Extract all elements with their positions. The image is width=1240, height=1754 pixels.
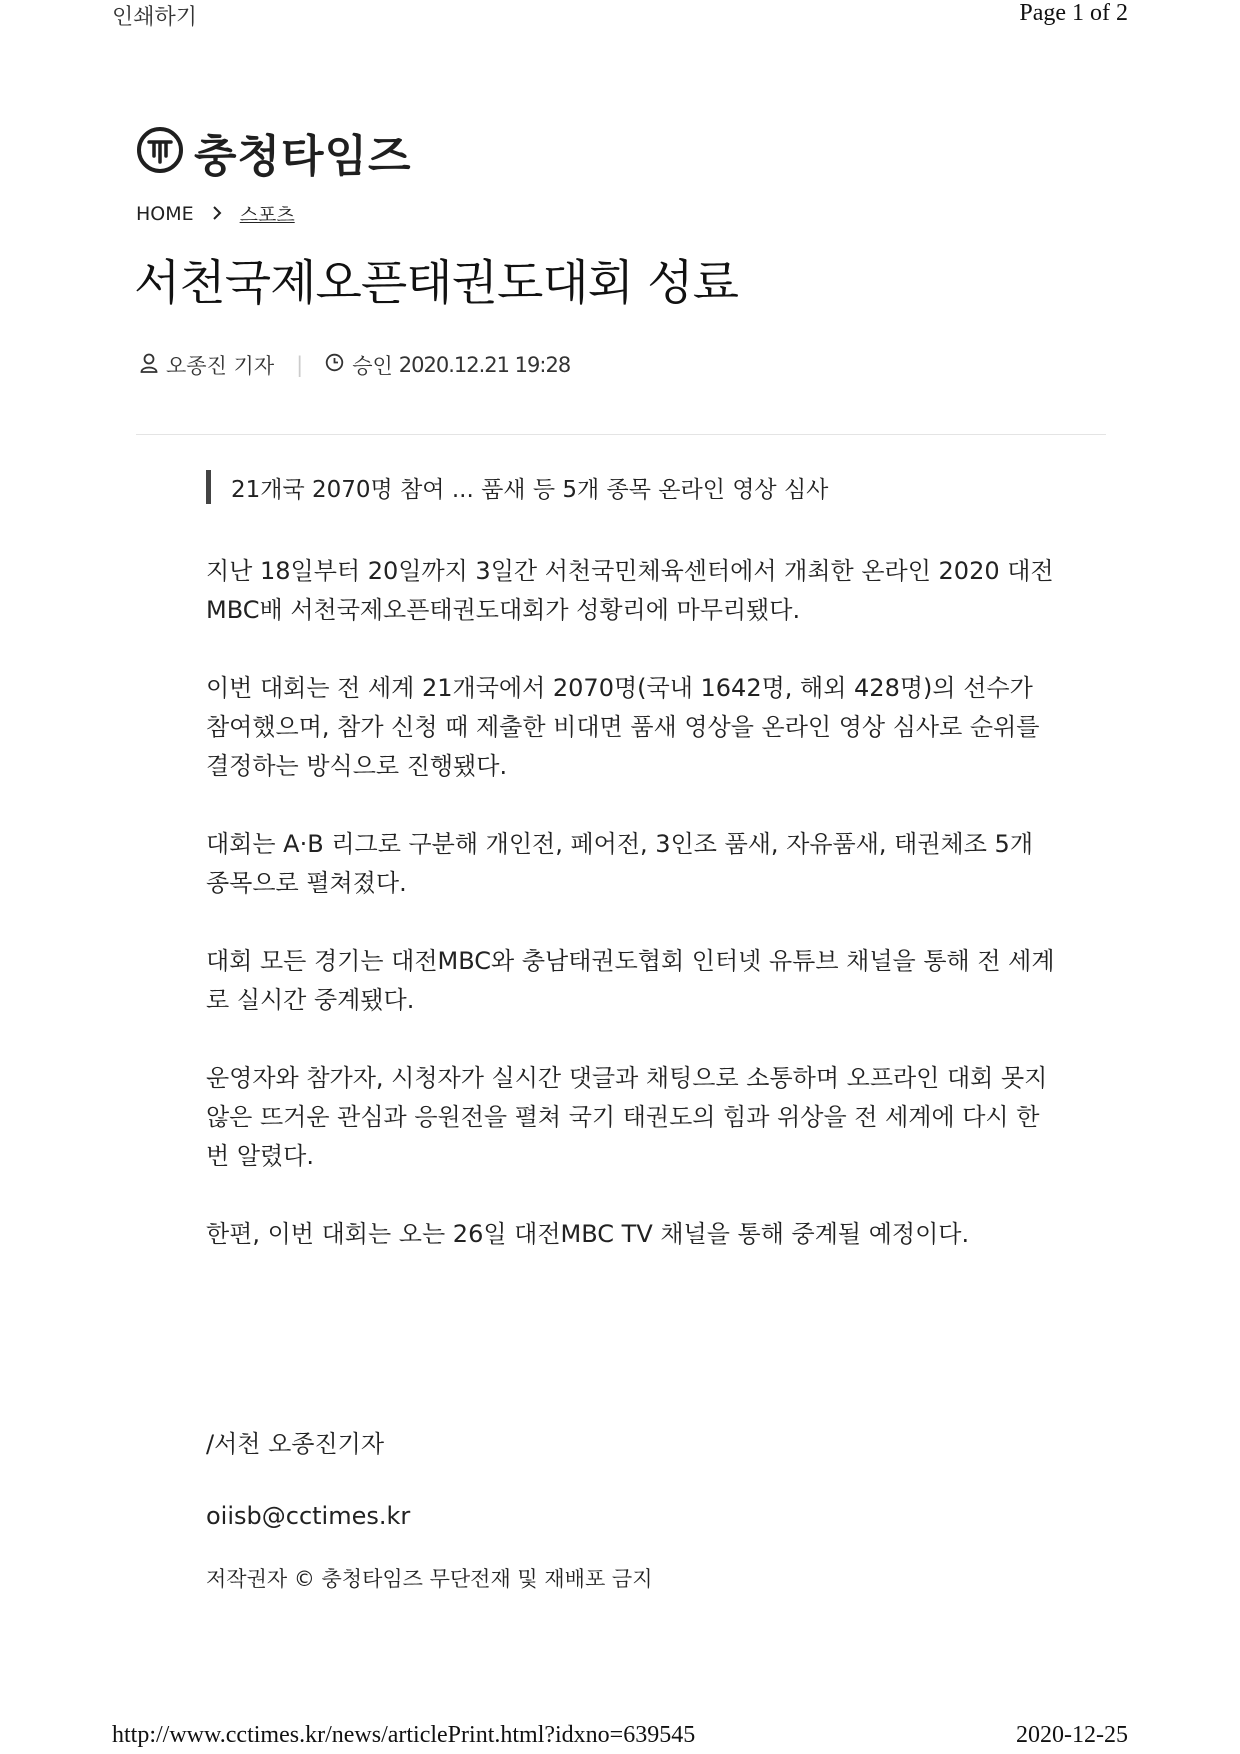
approved-label: 승인 [352,354,393,378]
clock-icon [325,353,344,377]
article-subtitle: 21개국 2070명 참여 ... 품새 등 5개 종목 온라인 영상 심사 [206,470,828,504]
body-paragraph: 운영자와 참가자, 시청자가 실시간 댓글과 채팅으로 소통하며 오프라인 대회 못지않은 뜨거운 관심과 응원전을 펼쳐 국기 태권도의 힘과 위상을 전 세계에 다시 한번 알렸다. [206,1064,1048,1170]
article-body [206,552,1056,1293]
article-byline [140,350,570,380]
author-name[interactable]: 오종진 기자 [166,354,275,378]
reporter-line: /서천 오종진기자 [206,1430,385,1458]
print-footer-url: http://www.cctimes.kr/news/articlePrint.html?idxno=639545 [112,1722,696,1748]
breadcrumb [136,200,295,227]
tt-logo-icon [136,126,184,178]
article-title: 서천국제오픈태권도대회 성료 [134,255,739,311]
reporter-email[interactable]: oiisb@cctimes.kr [206,1502,411,1530]
body-paragraph: 이번 대회는 전 세계 21개국에서 2070명(국내 1642명, 해외 428명)의 선수가 참여했으며, 참가 신청 때 제출한 비대면 품새 영상을 온라인 영상 심사로 순위를 결정하는 방식으로 진행됐다. [206,674,1040,780]
body-paragraph: 대회 모든 경기는 대전MBC와 충남태권도협회 인터넷 유튜브 채널을 통해 전 세계로 실시간 중계됐다. [206,947,1055,1014]
breadcrumb-section-link[interactable]: 스포츠 [239,204,295,226]
body-paragraph: 대회는 A·B 리그로 구분해 개인전, 페어전, 3인조 품새, 자유품새, 태권체조 5개 종목으로 펼쳐졌다. [206,830,1034,897]
site-logo[interactable] [136,124,412,180]
print-footer-date: 2020-12-25 [1016,1722,1128,1748]
body-paragraph: 지난 18일부터 20일까지 3일간 서천국민체육센터에서 개최한 온라인 2020 대전MBC배 서천국제오픈태권도대회가 성황리에 마무리됐다. [206,557,1054,624]
user-icon [140,353,158,378]
approved-datetime: 2020.12.21 19:28 [398,353,571,377]
breadcrumb-home[interactable]: HOME [136,202,194,225]
page-number: Page 1 of 2 [1019,0,1128,26]
byline-divider: | [296,353,304,377]
body-paragraph: 한편, 이번 대회는 오는 26일 대전MBC TV 채널을 통해 중계될 예정이다. [206,1220,970,1248]
copyright-notice: 저작권자 © 충청타임즈 무단전재 및 재배포 금지 [206,1567,653,1591]
header-divider [136,434,1106,435]
logo-text: 충청타임즈 [194,131,412,182]
print-header-label: 인쇄하기 [112,5,198,30]
chevron-right-icon [212,203,222,225]
